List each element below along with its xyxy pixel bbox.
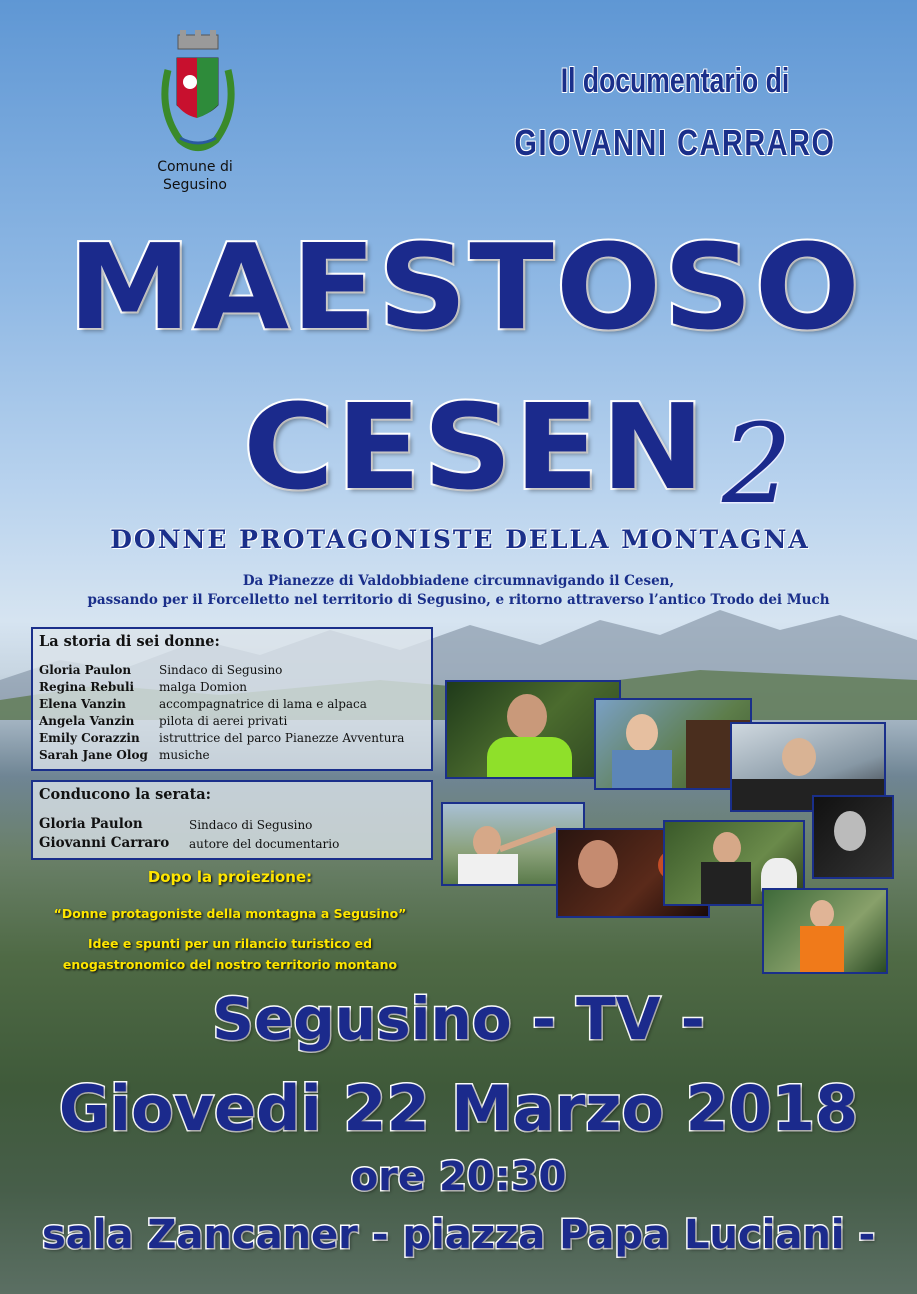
director-name: GIOVANNI CARRARO bbox=[514, 122, 836, 163]
list-item: Regina Rebuli malga Domion bbox=[39, 680, 248, 694]
description-line2: passando per il Forcelletto nel territorio di Segusino, e ritorno attraverso l’antico Trodo dei Much bbox=[87, 592, 830, 608]
dopo-line1: Idee e spunti per un rilancio turistico ed bbox=[87, 936, 373, 951]
event-date: Giovedi 22 Marzo 2018 bbox=[58, 1072, 859, 1145]
event-place: sala Zancaner - piazza Papa Luciani - bbox=[41, 1212, 876, 1258]
list-item: Emily Corazzin istruttrice del parco Pianezze Avventura bbox=[39, 731, 405, 745]
description bbox=[20, 572, 897, 610]
dopo-quote: “Donne protagoniste della montagna a Segusino” bbox=[53, 906, 407, 921]
list-item: Elena Vanzin accompagnatrice di lama e alpaca bbox=[39, 697, 367, 711]
title-line1: MAESTOSO bbox=[67, 218, 863, 356]
photo-woman-horse bbox=[594, 698, 752, 790]
dopo-line2: enogastronomico del nostro territorio montano bbox=[62, 957, 398, 972]
title-line2: CESEN bbox=[243, 378, 707, 516]
list-item: Giovanni Carraro autore del documentario bbox=[39, 835, 340, 851]
storia-heading: La storia di sei donne: bbox=[39, 633, 220, 650]
subtitle: DONNE PROTAGONISTE DELLA MONTAGNA bbox=[110, 525, 810, 554]
storia-box bbox=[31, 627, 433, 771]
list-item: Angela Vanzin pilota di aerei privati bbox=[39, 714, 288, 728]
comune-line1: Comune di bbox=[157, 159, 233, 175]
comune-label bbox=[130, 158, 260, 194]
dopo-heading: Dopo la proiezione: bbox=[147, 868, 313, 886]
list-item: Gloria Paulon Sindaco di Segusino bbox=[39, 663, 283, 677]
list-item: Sarah Jane Olog musiche bbox=[39, 748, 210, 762]
photo-instructor bbox=[762, 888, 888, 974]
list-item: Gloria Paulon Sindaco di Segusino bbox=[39, 816, 313, 832]
venue-tv: Segusino - TV - bbox=[212, 985, 705, 1053]
event-time: ore 20:30 bbox=[350, 1154, 567, 1200]
documentary-by: Il documentario di bbox=[560, 62, 790, 100]
description-line1: Da Pianezze di Valdobbiadene circumnavigando il Cesen, bbox=[242, 573, 675, 589]
title-number: 2 bbox=[722, 400, 792, 528]
comune-line2: Segusino bbox=[163, 177, 227, 193]
conducono-heading: Conducono la serata: bbox=[39, 786, 212, 803]
photo-musician bbox=[812, 795, 894, 879]
conducono-box bbox=[31, 780, 433, 860]
coat-of-arms-icon bbox=[150, 30, 245, 175]
